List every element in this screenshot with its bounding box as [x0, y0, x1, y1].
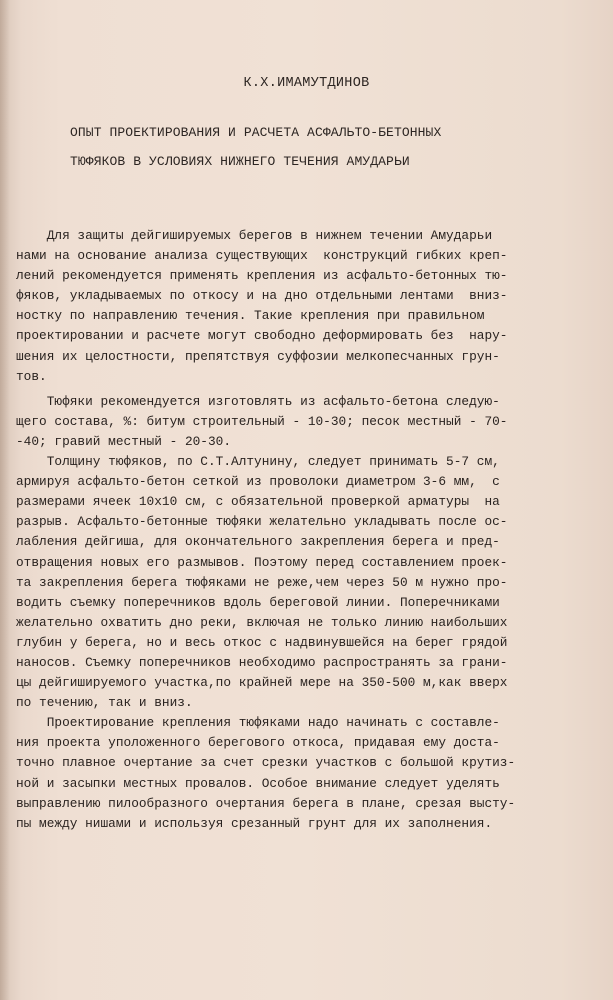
body-line: ния проекта уположенного берегового откоса, придавая ему доста-: [16, 735, 500, 751]
body-line: Проектирование крепления тюфяками надо начинать с составле-: [16, 715, 500, 731]
title-line: ТЮФЯКОВ В УСЛОВИЯХ НИЖНЕГО ТЕЧЕНИЯ АМУДАРЬИ: [70, 154, 410, 169]
body-line: шения их целостности, препятствуя суффозии мелкопесчанных грун-: [16, 348, 500, 364]
body-line: фяков, укладываемых по откосу и на дно отдельными лентами вниз-: [16, 288, 508, 304]
body-line: армируя асфальто-бетон сеткой из проволоки диаметром 3-6 мм, с: [16, 474, 500, 490]
body-line: Для защиты дейгишируемых берегов в нижнем течении Амударьи: [16, 228, 493, 243]
author-name: К.Х.ИМАМУТДИНОВ: [243, 76, 370, 91]
body-line: водить съемку поперечников вдоль береговой линии. Поперечниками: [16, 594, 500, 610]
body-line: ностку по направлению течения. Такие крепления при правильном: [16, 308, 485, 324]
body-line: тов.: [16, 368, 47, 384]
body-line: проектировании и расчете могут свободно деформировать без нару-: [16, 328, 508, 344]
body-line: по течению, так и вниз.: [16, 695, 193, 711]
body-line: желательно охватить дно реки, включая не только линию наибольших: [16, 614, 508, 630]
body-line: нами на основание анализа существующих конструкций гибких креп-: [16, 248, 508, 264]
body-line: глубин у берега, но и весь откос с надвинувшейся на берег грядой: [16, 634, 508, 650]
body-line: выправлению пилообразного очертания берега в плане, срезая высту-: [16, 795, 516, 811]
body-line: лений рекомендуется применять крепления из асфальто-бетонных тю-: [16, 268, 508, 284]
article-body: [16, 226, 546, 834]
body-line: Толщину тюфяков, по С.Т.Алтунину, следует принимать 5-7 см,: [16, 454, 500, 470]
body-line: точно плавное очертание за счет срезки участков с большой крутиз-: [16, 755, 516, 771]
body-line: лабления дейгиша, для окончательного закрепления берега и пред-: [16, 534, 500, 550]
body-line: щего состава, %: битум строительный - 10-30; песок местный - 70-: [16, 413, 508, 429]
body-line: та закрепления берега тюфяками не реже,чем через 50 м нужно про-: [16, 574, 508, 590]
body-line: размерами ячеек 10х10 см, с обязательной проверкой арматуры на: [16, 494, 500, 510]
title-line: ОПЫТ ПРОЕКТИРОВАНИЯ И РАСЧЕТА АСФАЛЬТО-БЕТОННЫХ: [70, 125, 442, 140]
page-edge-shadow: [0, 0, 10, 1000]
body-line: ной и засыпки местных провалов. Особое внимание следует уделять: [16, 775, 500, 791]
body-line: наносов. Съемку поперечников необходимо распространять за грани-: [16, 654, 508, 670]
body-line: разрыв. Асфальто-бетонные тюфяки желательно укладывать после ос-: [16, 514, 508, 530]
article-title: [70, 118, 540, 176]
body-line: отвращения новых его размывов. Поэтому перед составлением проек-: [16, 554, 508, 570]
body-line: -40; гравий местный - 20-30.: [16, 433, 232, 449]
body-line: цы дейгишируемого участка,по крайней мере на 350-500 м,как вверх: [16, 675, 508, 691]
body-line: пы между нишами и используя срезанный грунт для их заполнения.: [16, 815, 493, 831]
body-line: Тюфяки рекомендуется изготовлять из асфальто-бетона следую-: [16, 393, 500, 409]
